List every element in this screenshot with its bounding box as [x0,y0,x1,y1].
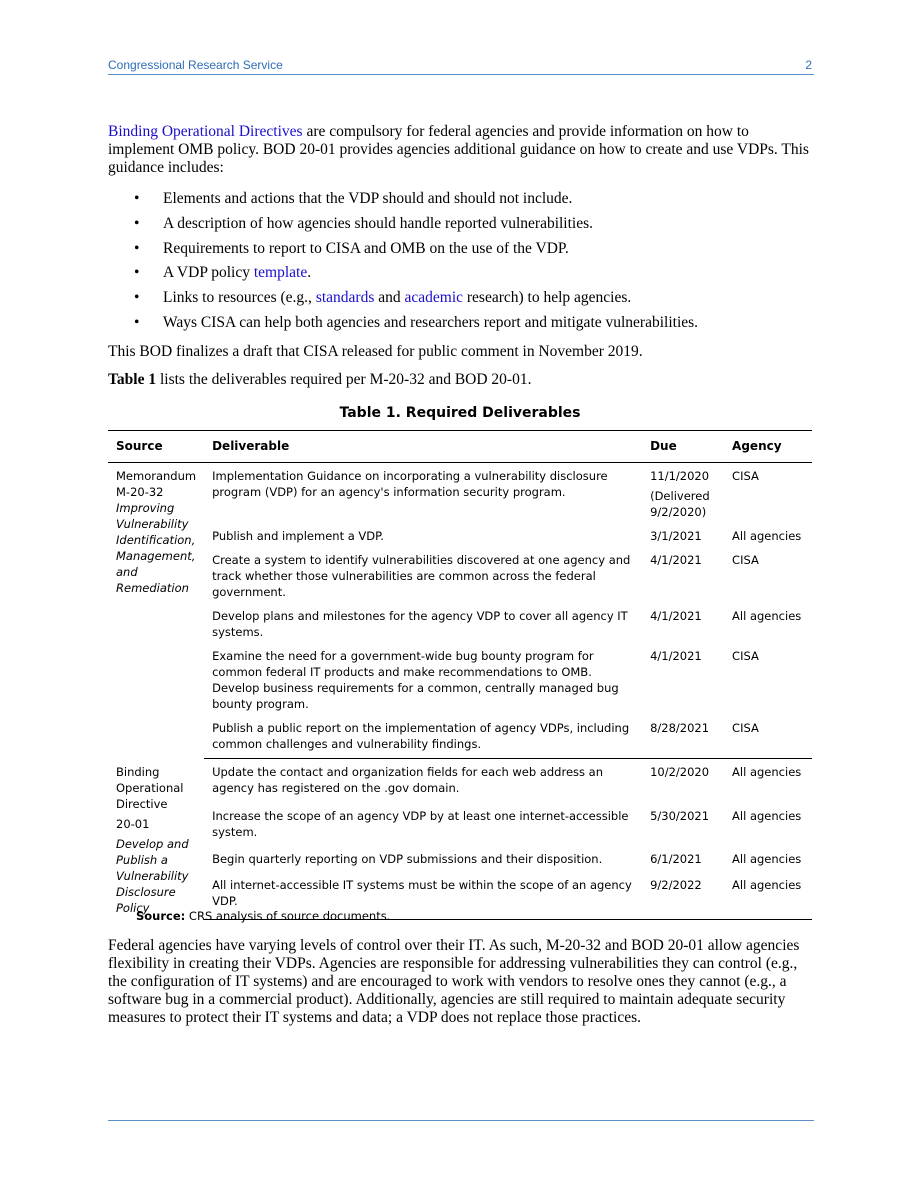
deliverable-cell: Examine the need for a government-wide bug bounty program for common federal IT products and make recommendations to OMB. Develop business requirements for a common, centrally managed bug bounty program. [212,649,619,711]
col-header-deliverable: Deliverable [204,431,642,463]
due-cell: 8/28/2021 [642,716,724,759]
bullet-icon: • [134,313,140,331]
agency-cell: All agencies [732,609,802,623]
table-title: Table 1. Required Deliverables [339,405,581,421]
table-row [108,548,812,604]
table-row [108,644,812,716]
agency-cell: All agencies [732,852,802,867]
table-reference-paragraph: Table 1 lists the deliverables required per M-20-32 and BOD 20-01. [108,371,532,388]
footer-divider [108,1120,814,1121]
table-row [108,804,812,848]
intro-paragraph [108,123,814,177]
deliverables-table-wrapper [108,430,812,920]
table-row [108,847,812,873]
template-link[interactable]: template [253,264,308,282]
closing-paragraph: Federal agencies have varying levels of control over their IT. As such, M-20-32 and BOD 20-01 allow agencies flexibility in creating their VDPs. Agencies are responsible for addressing vulnerabilities they can control (e.g., the configuration of IT systems) and are encouraged to work with vendors to resolve ones they cannot (e.g., a software bug in a commercial product). Additionally, agencies are still required to maintain adequate security measures to protect their IT systems and data; a VDP does not replace those practices. [108,937,800,1026]
list-item: • Requirements to report to CISA and OMB on the use of the VDP. [134,239,569,257]
deliverable-cell: Publish a public report on the implementation of agency VDPs, including common challenges and vulnerability findings. [204,716,642,759]
bod-draft-paragraph: This BOD finalizes a draft that CISA released for public comment in November 2019. [108,343,643,360]
due-cell: 11/1/2020 (Delivered 9/2/2020) [650,469,710,519]
agency-cell: CISA [732,469,759,483]
due-cell: 5/30/2021 [650,808,710,823]
bullet-icon: • [134,239,140,257]
deliverables-table [108,430,812,920]
col-header-due: Due [642,431,724,463]
agency-cell: CISA [732,553,759,567]
deliverable-cell: Begin quarterly reporting on VDP submissions and their disposition. [212,852,603,867]
due-cell: 9/2/2022 [642,873,724,919]
intro-text: are compulsory for federal agencies and provide information on how to implement OMB policy. BOD 20-01 provides agencies additional guidance on how to create and use VDPs. This guidance includes: [108,123,809,176]
bullet-icon: • [134,190,140,207]
table-source-note: Source: CRS analysis of source documents. [136,909,391,923]
source-cell-bod: Binding Operational Directive 20-01 Develop and Publish a Vulnerability Disclosure Policy [116,764,189,915]
guidance-list [108,190,808,339]
deliverable-cell: Update the contact and organization fields for each web address an agency has registered on the .gov domain. [212,765,603,795]
agency-cell: All agencies [732,765,802,779]
due-cell: 3/1/2021 [650,529,702,543]
due-cell: 4/1/2021 [650,609,702,623]
agency-cell: CISA [724,716,812,759]
table-row [108,716,812,759]
deliverable-cell: Implementation Guidance on incorporating a vulnerability disclosure program (VDP) for an agency's information security program. [212,469,608,499]
bullet-icon: • [134,264,140,282]
agency-cell: All agencies [732,529,802,543]
page-header [108,57,814,75]
table-row [108,759,812,804]
list-item: • A VDP policy template. [134,264,312,282]
deliverable-cell: Create a system to identify vulnerabilities discovered at one agency and track whether those vulnerabilities are common across the federal government. [212,553,631,599]
page-number: 2 [805,58,812,72]
due-cell: 6/1/2021 [650,852,702,867]
table-row [108,604,812,644]
deliverable-cell: All internet-accessible IT systems must be within the scope of an agency VDP. [204,873,642,919]
list-item: • A description of how agencies should handle reported vulnerabilities. [134,214,594,232]
deliverable-cell: Develop plans and milestones for the agency VDP to cover all agency IT systems. [212,609,628,639]
table-header-row [108,431,812,463]
agency-cell: All agencies [732,808,802,823]
bod-link[interactable]: Binding Operational Directives [108,123,303,140]
table-ref-bold: Table 1 [108,371,157,388]
table-row [108,524,812,548]
deliverable-cell: Publish and implement a VDP. [212,529,384,543]
report-source-title: Congressional Research Service [108,58,283,72]
due-cell: 10/2/2020 [650,765,710,779]
bullet-icon: • [134,289,140,307]
list-item: • Elements and actions that the VDP should and should not include. [134,190,573,207]
list-item: • Ways CISA can help both agencies and researchers report and mitigate vulnerabilities. [134,313,699,331]
due-cell: 4/1/2021 [650,553,702,567]
standards-link[interactable]: standards [315,289,375,307]
academic-link[interactable]: academic [404,289,464,307]
col-header-agency: Agency [724,431,812,463]
list-item: • Links to resources (e.g., standards and academic research) to help agencies. [134,289,632,307]
agency-cell: CISA [732,649,759,663]
source-cell-memorandum: Memorandum M-20-32 Improving Vulnerability Identification, Management, and Remediation [116,469,197,595]
col-header-source: Source [108,431,204,463]
agency-cell: All agencies [724,873,812,919]
table-row [108,463,812,525]
deliverable-cell: Increase the scope of an agency VDP by at least one internet-accessible system. [212,808,629,839]
due-cell: 4/1/2021 [650,649,702,663]
bullet-icon: • [134,214,140,232]
